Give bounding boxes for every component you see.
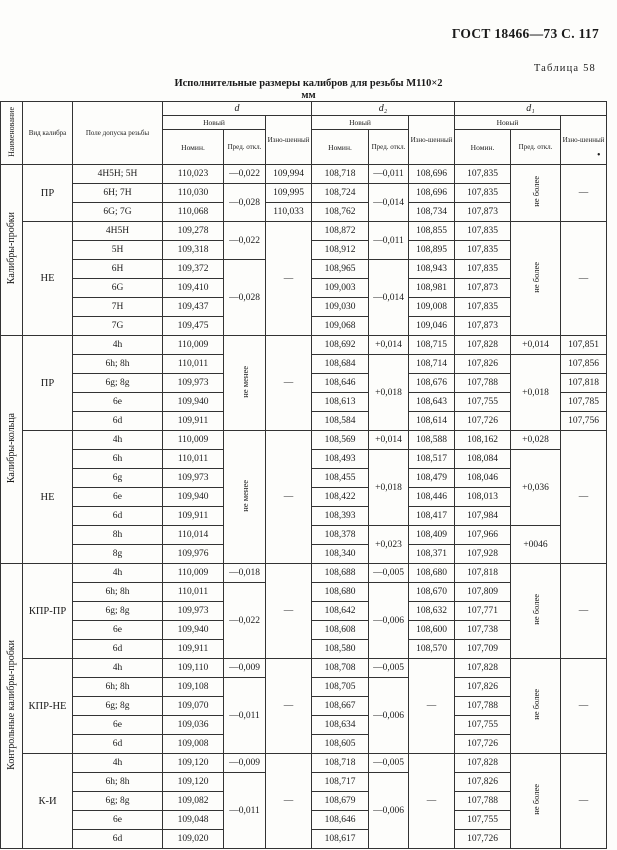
d1-nominal: 107,709 xyxy=(455,640,511,659)
d-deviation: —0,009 xyxy=(224,659,266,678)
tolerance-field: 6H; 7H xyxy=(73,184,163,203)
table-title xyxy=(0,78,617,102)
d2-nominal: 108,717 xyxy=(312,773,369,792)
d2-worn: 108,446 xyxy=(409,488,455,507)
d2-nominal: 109,030 xyxy=(312,298,369,317)
d1-nominal: 108,162 xyxy=(455,431,511,450)
d-nominal: 109,475 xyxy=(163,317,224,336)
d1-nominal: 107,788 xyxy=(455,374,511,393)
gauge-kind: КПР-ПР xyxy=(23,564,73,659)
d2-nominal: 108,646 xyxy=(312,374,369,393)
d-nominal: 109,036 xyxy=(163,716,224,735)
d2-worn: 108,715 xyxy=(409,336,455,355)
d1-nominal: 107,826 xyxy=(455,773,511,792)
table-row xyxy=(1,336,607,355)
d1-nominal: 107,828 xyxy=(455,659,511,678)
d1-nominal: 107,984 xyxy=(455,507,511,526)
d1-nominal: 107,755 xyxy=(455,393,511,412)
d-nominal: 109,940 xyxy=(163,621,224,640)
d-nominal: 109,911 xyxy=(163,412,224,431)
tolerance-field: 6h xyxy=(73,450,163,469)
d2-nominal: 108,688 xyxy=(312,564,369,583)
d1-nominal: 107,755 xyxy=(455,716,511,735)
d-deviation: —0,022 xyxy=(224,222,266,260)
gauge-kind: К-И xyxy=(23,754,73,849)
table-row xyxy=(1,754,607,773)
tolerance-field: 6h; 8h xyxy=(73,678,163,697)
d1-nominal: 107,826 xyxy=(455,678,511,697)
gauge-kind: НЕ xyxy=(23,431,73,564)
d1-nominal: 107,835 xyxy=(455,260,511,279)
d1-nominal: 107,828 xyxy=(455,754,511,773)
d-nominal: 109,911 xyxy=(163,507,224,526)
d2-worn: 108,670 xyxy=(409,583,455,602)
d-deviation: —0,018 xyxy=(224,564,266,583)
header-d-worn: Изно-шенный xyxy=(266,116,312,165)
d2-worn: 108,895 xyxy=(409,241,455,260)
d2-deviation: —0,005 xyxy=(369,659,409,678)
d1-deviation-note: не более xyxy=(511,222,561,336)
d2-nominal: 108,646 xyxy=(312,811,369,830)
d-nominal: 109,973 xyxy=(163,469,224,488)
d-worn: — xyxy=(266,659,312,754)
d2-deviation: +0,014 xyxy=(369,431,409,450)
d2-worn: 108,479 xyxy=(409,469,455,488)
header-d-nom: Номин. xyxy=(163,130,224,165)
gauge-kind: НЕ xyxy=(23,222,73,336)
d1-deviation-note: не более xyxy=(511,754,561,849)
tolerance-field: 4h xyxy=(73,431,163,450)
tolerance-field: 6d xyxy=(73,830,163,849)
d-nominal: 109,973 xyxy=(163,602,224,621)
d1-nominal: 108,084 xyxy=(455,450,511,469)
tolerance-field: 6e xyxy=(73,488,163,507)
d2-deviation: —0,005 xyxy=(369,754,409,773)
d-nominal: 109,940 xyxy=(163,488,224,507)
d-nominal: 110,009 xyxy=(163,564,224,583)
d2-nominal: 108,608 xyxy=(312,621,369,640)
d1-nominal: 107,966 xyxy=(455,526,511,545)
d-nominal: 110,068 xyxy=(163,203,224,222)
d1-worn: — xyxy=(561,564,607,659)
d2-nominal: 108,724 xyxy=(312,184,369,203)
d-worn: 110,033 xyxy=(266,203,312,222)
d1-deviation-note: не более xyxy=(511,564,561,659)
d2-nominal: 108,872 xyxy=(312,222,369,241)
gauge-kind: ПР xyxy=(23,165,73,222)
d-nominal: 109,070 xyxy=(163,697,224,716)
table-row xyxy=(1,222,607,241)
d1-nominal: 107,873 xyxy=(455,317,511,336)
d2-worn: — xyxy=(409,659,455,754)
tolerance-field: 6g; 8g xyxy=(73,602,163,621)
tolerance-field: 6d xyxy=(73,735,163,754)
table-number: Таблица 58 xyxy=(533,63,596,74)
d-nominal: 109,278 xyxy=(163,222,224,241)
d1-nominal: 107,835 xyxy=(455,241,511,260)
d2-nominal: 108,613 xyxy=(312,393,369,412)
d1-nominal: 108,013 xyxy=(455,488,511,507)
d-deviation: —0,011 xyxy=(224,678,266,754)
d2-nominal: 108,718 xyxy=(312,754,369,773)
tolerance-field: 6e xyxy=(73,393,163,412)
d2-deviation: —0,006 xyxy=(369,678,409,754)
tolerance-field: 6e xyxy=(73,811,163,830)
d1-worn: 107,756 xyxy=(561,412,607,431)
d1-worn: — xyxy=(561,222,607,336)
d1-deviation: +0,036 xyxy=(511,450,561,526)
d1-nominal: 107,788 xyxy=(455,697,511,716)
d-nominal: 110,011 xyxy=(163,450,224,469)
tolerance-field: 6d xyxy=(73,640,163,659)
d2-deviation: —0,014 xyxy=(369,184,409,222)
gauge-dimensions-table xyxy=(0,101,607,849)
d-nominal: 109,410 xyxy=(163,279,224,298)
d2-worn: 108,588 xyxy=(409,431,455,450)
d-deviation: —0,022 xyxy=(224,583,266,659)
d2-worn: 108,570 xyxy=(409,640,455,659)
d2-nominal: 108,393 xyxy=(312,507,369,526)
d2-worn: 108,943 xyxy=(409,260,455,279)
d-nominal: 109,437 xyxy=(163,298,224,317)
d1-nominal: 107,928 xyxy=(455,545,511,564)
d2-nominal: 108,605 xyxy=(312,735,369,754)
d-nominal: 109,008 xyxy=(163,735,224,754)
d1-nominal: 108,046 xyxy=(455,469,511,488)
table-row xyxy=(1,659,607,678)
d-worn: — xyxy=(266,564,312,659)
d-nominal: 109,940 xyxy=(163,393,224,412)
gauge-kind: КПР-НЕ xyxy=(23,659,73,754)
table-row xyxy=(1,165,607,184)
d1-nominal: 107,809 xyxy=(455,583,511,602)
header-d-new: Новый xyxy=(163,116,266,130)
d-nominal: 109,020 xyxy=(163,830,224,849)
tolerance-field: 6e xyxy=(73,716,163,735)
header-kind: Вид калибра xyxy=(23,102,73,165)
d2-nominal: 108,705 xyxy=(312,678,369,697)
header-name: Наименование xyxy=(1,102,23,165)
d1-nominal: 107,726 xyxy=(455,830,511,849)
header-d1-worn: Изно-шенный xyxy=(561,116,607,165)
d1-nominal: 107,873 xyxy=(455,279,511,298)
d1-worn: — xyxy=(561,754,607,849)
d2-nominal: 109,068 xyxy=(312,317,369,336)
d-deviation-note: не менее xyxy=(224,431,266,564)
d-nominal: 109,976 xyxy=(163,545,224,564)
d1-worn: 107,785 xyxy=(561,393,607,412)
tolerance-field: 6h; 8h xyxy=(73,583,163,602)
d1-nominal: 107,738 xyxy=(455,621,511,640)
d1-nominal: 107,726 xyxy=(455,412,511,431)
d2-nominal: 108,422 xyxy=(312,488,369,507)
d2-worn: 109,008 xyxy=(409,298,455,317)
d2-worn: 108,855 xyxy=(409,222,455,241)
d2-deviation: +0,018 xyxy=(369,355,409,431)
header-d2-dev: Пред. откл. xyxy=(369,130,409,165)
d-worn: — xyxy=(266,336,312,431)
d2-nominal: 108,584 xyxy=(312,412,369,431)
group-label-control-plugs: Контрольные калибры-пробки xyxy=(1,564,23,849)
tolerance-field: 4H5H xyxy=(73,222,163,241)
header-field: Поле допуска резьбы xyxy=(73,102,163,165)
d-deviation: —0,028 xyxy=(224,184,266,222)
tolerance-field: 4h xyxy=(73,564,163,583)
d2-worn: 108,409 xyxy=(409,526,455,545)
d2-nominal: 108,634 xyxy=(312,716,369,735)
header-d1-dev: Пред. откл. xyxy=(511,130,561,165)
d-worn: — xyxy=(266,431,312,564)
d2-nominal: 108,667 xyxy=(312,697,369,716)
tolerance-field: 6H xyxy=(73,260,163,279)
table-title-text: Исполнительные размеры калибров для резьбы М110×2 xyxy=(174,78,443,89)
d2-nominal: 108,718 xyxy=(312,165,369,184)
d1-worn: — xyxy=(561,431,607,564)
table-row xyxy=(1,431,607,450)
d-deviation: —0,011 xyxy=(224,773,266,849)
d1-nominal: 107,835 xyxy=(455,165,511,184)
d2-worn: 108,517 xyxy=(409,450,455,469)
d1-deviation: +0,018 xyxy=(511,355,561,431)
d2-nominal: 109,003 xyxy=(312,279,369,298)
d2-nominal: 108,965 xyxy=(312,260,369,279)
header-d2-new: Новый xyxy=(312,116,409,130)
d1-worn: 107,851 xyxy=(561,336,607,355)
header-d1-new: Новый xyxy=(455,116,561,130)
d-nominal: 109,911 xyxy=(163,640,224,659)
d2-nominal: 108,680 xyxy=(312,583,369,602)
d2-nominal: 108,580 xyxy=(312,640,369,659)
d2-nominal: 108,692 xyxy=(312,336,369,355)
d-nominal: 110,011 xyxy=(163,583,224,602)
d2-deviation: +0,018 xyxy=(369,450,409,526)
d-worn: 109,994 xyxy=(266,165,312,184)
tolerance-field: 6g; 8g xyxy=(73,374,163,393)
tolerance-field: 5H xyxy=(73,241,163,260)
tolerance-field: 8g xyxy=(73,545,163,564)
d2-nominal: 108,679 xyxy=(312,792,369,811)
d2-worn: — xyxy=(409,754,455,849)
header-d1: d₁ xyxy=(455,102,607,116)
d2-deviation: —0,011 xyxy=(369,165,409,184)
gauge-kind: ПР xyxy=(23,336,73,431)
d-nominal: 110,009 xyxy=(163,336,224,355)
d-nominal: 109,110 xyxy=(163,659,224,678)
d-nominal: 109,120 xyxy=(163,773,224,792)
tolerance-field: 6h; 8h xyxy=(73,773,163,792)
tolerance-field: 8h xyxy=(73,526,163,545)
d2-deviation: —0,011 xyxy=(369,222,409,260)
d-nominal: 110,023 xyxy=(163,165,224,184)
d-worn: 109,995 xyxy=(266,184,312,203)
d1-deviation: +0,028 xyxy=(511,431,561,450)
d2-worn: 108,676 xyxy=(409,374,455,393)
tolerance-field: 6g xyxy=(73,469,163,488)
d-nominal: 109,318 xyxy=(163,241,224,260)
d2-nominal: 108,762 xyxy=(312,203,369,222)
d2-nominal: 108,708 xyxy=(312,659,369,678)
d2-nominal: 108,684 xyxy=(312,355,369,374)
side-mark: • xyxy=(597,150,601,161)
d-nominal: 109,048 xyxy=(163,811,224,830)
d2-worn: 108,696 xyxy=(409,165,455,184)
d1-nominal: 107,835 xyxy=(455,222,511,241)
d1-deviation: +0,014 xyxy=(511,336,561,355)
d1-nominal: 107,828 xyxy=(455,336,511,355)
tolerance-field: 6h; 8h xyxy=(73,355,163,374)
header-d2-nom: Номин. xyxy=(312,130,369,165)
d1-nominal: 107,771 xyxy=(455,602,511,621)
d1-nominal: 107,755 xyxy=(455,811,511,830)
d-deviation: —0,009 xyxy=(224,754,266,773)
d-nominal: 109,973 xyxy=(163,374,224,393)
d2-worn: 108,643 xyxy=(409,393,455,412)
d1-deviation-note: не более xyxy=(511,659,561,754)
group-label-rings: Калибры-кольца xyxy=(1,336,23,564)
d1-nominal: 107,835 xyxy=(455,298,511,317)
d-deviation-note: не менее xyxy=(224,336,266,431)
d2-worn: 108,714 xyxy=(409,355,455,374)
d2-deviation: +0,023 xyxy=(369,526,409,564)
d2-deviation: +0,014 xyxy=(369,336,409,355)
d-deviation: —0,022 xyxy=(224,165,266,184)
d-nominal: 110,014 xyxy=(163,526,224,545)
d2-nominal: 108,569 xyxy=(312,431,369,450)
d-nominal: 110,009 xyxy=(163,431,224,450)
d2-deviation: —0,014 xyxy=(369,260,409,336)
header-d2: d₂ xyxy=(312,102,455,116)
d2-worn: 108,371 xyxy=(409,545,455,564)
d1-deviation: +0046 xyxy=(511,526,561,564)
d2-worn: 108,417 xyxy=(409,507,455,526)
table-row xyxy=(1,564,607,583)
d2-nominal: 108,617 xyxy=(312,830,369,849)
d2-deviation: —0,005 xyxy=(369,564,409,583)
table-units: мм xyxy=(301,90,316,101)
d2-deviation: —0,006 xyxy=(369,773,409,849)
tolerance-field: 6g; 8g xyxy=(73,792,163,811)
d-nominal: 109,120 xyxy=(163,754,224,773)
d1-worn: — xyxy=(561,165,607,222)
d1-nominal: 107,818 xyxy=(455,564,511,583)
tolerance-field: 4h xyxy=(73,336,163,355)
tolerance-field: 6G; 7G xyxy=(73,203,163,222)
d-nominal: 109,108 xyxy=(163,678,224,697)
header-d2-worn: Изно-шенный xyxy=(409,116,455,165)
tolerance-field: 7G xyxy=(73,317,163,336)
d-worn: — xyxy=(266,754,312,849)
tolerance-field: 4H5H; 5H xyxy=(73,165,163,184)
document-header: ГОСТ 18466—73 С. 117 xyxy=(451,26,599,41)
d2-nominal: 108,378 xyxy=(312,526,369,545)
header-d: d xyxy=(163,102,312,116)
d2-worn: 108,734 xyxy=(409,203,455,222)
d1-nominal: 107,788 xyxy=(455,792,511,811)
tolerance-field: 6e xyxy=(73,621,163,640)
d1-nominal: 107,835 xyxy=(455,184,511,203)
header-row-symbols xyxy=(1,102,607,116)
d1-nominal: 107,826 xyxy=(455,355,511,374)
d-deviation: —0,028 xyxy=(224,260,266,336)
d2-deviation: —0,006 xyxy=(369,583,409,659)
d2-worn: 108,696 xyxy=(409,184,455,203)
tolerance-field: 6d xyxy=(73,412,163,431)
group-label-plugs: Калибры-пробки xyxy=(1,165,23,336)
d1-worn: 107,856 xyxy=(561,355,607,374)
d2-worn: 108,614 xyxy=(409,412,455,431)
d2-nominal: 108,642 xyxy=(312,602,369,621)
d1-nominal: 107,726 xyxy=(455,735,511,754)
d-nominal: 109,372 xyxy=(163,260,224,279)
d2-nominal: 108,912 xyxy=(312,241,369,260)
d1-worn: 107,818 xyxy=(561,374,607,393)
tolerance-field: 4h xyxy=(73,659,163,678)
d2-nominal: 108,340 xyxy=(312,545,369,564)
d-nominal: 109,082 xyxy=(163,792,224,811)
header-d-dev: Пред. откл. xyxy=(224,130,266,165)
d-nominal: 110,011 xyxy=(163,355,224,374)
d2-nominal: 108,455 xyxy=(312,469,369,488)
d2-worn: 108,600 xyxy=(409,621,455,640)
tolerance-field: 6G xyxy=(73,279,163,298)
d2-worn: 108,680 xyxy=(409,564,455,583)
d-worn: — xyxy=(266,222,312,336)
d2-worn: 108,632 xyxy=(409,602,455,621)
tolerance-field: 6d xyxy=(73,507,163,526)
d2-worn: 108,981 xyxy=(409,279,455,298)
d-nominal: 110,030 xyxy=(163,184,224,203)
header-d1-nom: Номин. xyxy=(455,130,511,165)
d2-worn: 109,046 xyxy=(409,317,455,336)
d1-deviation-note: не более xyxy=(511,165,561,222)
tolerance-field: 4h xyxy=(73,754,163,773)
tolerance-field: 6g; 8g xyxy=(73,697,163,716)
d1-worn: — xyxy=(561,659,607,754)
d2-nominal: 108,493 xyxy=(312,450,369,469)
d1-nominal: 107,873 xyxy=(455,203,511,222)
tolerance-field: 7H xyxy=(73,298,163,317)
